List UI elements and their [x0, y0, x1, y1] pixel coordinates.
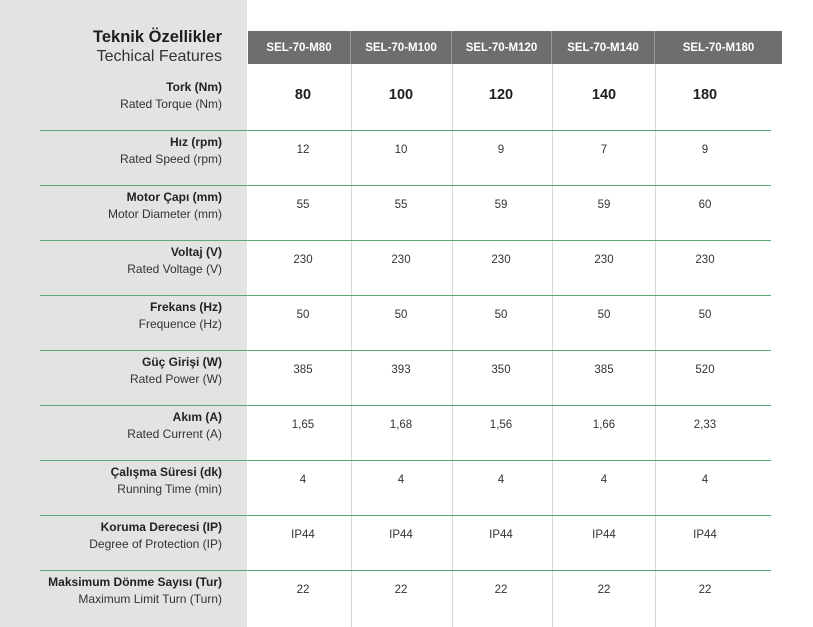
table-cell: 230: [491, 253, 511, 266]
row-divider: [40, 240, 771, 241]
row-label-turkish: Tork (Nm): [166, 79, 222, 94]
table-cell: 22: [698, 583, 712, 596]
row-label-turkish: Voltaj (V): [170, 244, 222, 259]
table-cell: 59: [494, 198, 508, 211]
table-cell: IP44: [389, 528, 413, 541]
title-english: Techical Features: [96, 48, 222, 65]
row-label-english: Running Time (min): [117, 481, 222, 496]
table-cell: 140: [591, 86, 617, 103]
row-label-turkish: Koruma Derecesi (IP): [100, 519, 222, 534]
table-cell: 1,66: [592, 418, 616, 431]
row-divider: [40, 130, 771, 131]
table-cell: 100: [388, 86, 414, 103]
row-label-english: Maximum Limit Turn (Turn): [78, 591, 222, 606]
table-cell: IP44: [489, 528, 513, 541]
table-cell: 1,56: [489, 418, 513, 431]
table-cell: 350: [491, 363, 511, 376]
table-cell: 1,65: [291, 418, 315, 431]
model-header: SEL-70-M120: [452, 31, 552, 64]
column-divider: [552, 64, 553, 627]
table-cell: 230: [695, 253, 715, 266]
row-label-turkish: Frekans (Hz): [149, 299, 222, 314]
model-header: SEL-70-M100: [351, 31, 452, 64]
table-cell: IP44: [693, 528, 717, 541]
model-header: SEL-70-M80: [248, 31, 351, 64]
row-label-turkish: Maksimum Dönme Sayısı (Tur): [48, 574, 222, 589]
row-label: [0, 244, 222, 278]
spec-title: [0, 28, 222, 66]
row-label-english: Rated Voltage (V): [127, 261, 222, 276]
table-cell: 50: [698, 308, 712, 321]
column-divider: [351, 64, 352, 627]
table-cell: 59: [597, 198, 611, 211]
row-divider: [40, 515, 771, 516]
model-header-bar: [248, 31, 782, 64]
row-label: [0, 409, 222, 443]
row-label-english: Degree of Protection (IP): [89, 536, 222, 551]
table-cell: IP44: [291, 528, 315, 541]
table-cell: 50: [296, 308, 310, 321]
table-cell: 120: [488, 86, 514, 103]
table-cell: 520: [695, 363, 715, 376]
table-cell: 4: [600, 473, 608, 486]
row-label-english: Frequence (Hz): [138, 316, 222, 331]
row-divider: [40, 295, 771, 296]
table-cell: 180: [692, 86, 718, 103]
model-header: SEL-70-M180: [682, 41, 755, 54]
row-label-turkish: Çalışma Süresi (dk): [110, 464, 222, 479]
table-cell: 22: [296, 583, 310, 596]
row-label: [0, 519, 222, 553]
table-cell: 4: [299, 473, 307, 486]
table-cell: 393: [391, 363, 411, 376]
column-divider: [452, 64, 453, 627]
table-cell: 4: [497, 473, 505, 486]
row-label: [0, 299, 222, 333]
row-label: [0, 79, 222, 113]
row-label-turkish: Motor Çapı (mm): [126, 189, 222, 204]
table-cell: 385: [293, 363, 313, 376]
table-cell: IP44: [592, 528, 616, 541]
table-cell: 50: [597, 308, 611, 321]
table-cell: 12: [296, 143, 310, 156]
row-label: [0, 134, 222, 168]
table-cell: 230: [391, 253, 411, 266]
table-cell: 1,68: [389, 418, 413, 431]
table-cell: 9: [701, 143, 709, 156]
row-label-english: Rated Torque (Nm): [120, 96, 222, 111]
table-cell: 60: [698, 198, 712, 211]
row-label-turkish: Güç Girişi (W): [141, 354, 222, 369]
title-turkish: Teknik Özellikler: [92, 28, 222, 46]
table-cell: 55: [394, 198, 408, 211]
table-cell: 9: [497, 143, 505, 156]
row-label: [0, 574, 222, 608]
row-label-english: Rated Power (W): [129, 371, 222, 386]
row-label-english: Motor Diameter (mm): [107, 206, 222, 221]
row-label: [0, 189, 222, 223]
row-label: [0, 354, 222, 388]
table-cell: 50: [394, 308, 408, 321]
table-cell: 55: [296, 198, 310, 211]
row-label-turkish: Akım (A): [172, 409, 222, 424]
table-cell: 7: [600, 143, 608, 156]
table-cell: 385: [594, 363, 614, 376]
table-cell: 80: [294, 86, 312, 103]
table-cell: 22: [494, 583, 508, 596]
table-cell: 22: [597, 583, 611, 596]
row-label-english: Rated Current (A): [127, 426, 222, 441]
table-cell: 2,33: [693, 418, 717, 431]
table-cell: 50: [494, 308, 508, 321]
table-cell: 4: [397, 473, 405, 486]
row-divider: [40, 350, 771, 351]
row-label-turkish: Hız (rpm): [170, 134, 222, 149]
table-cell: 4: [701, 473, 709, 486]
row-divider: [40, 185, 771, 186]
row-label: [0, 464, 222, 498]
row-divider: [40, 570, 771, 571]
table-cell: 10: [394, 143, 408, 156]
table-cell: 22: [394, 583, 408, 596]
table-cell: 230: [594, 253, 614, 266]
table-cell: 230: [293, 253, 313, 266]
row-divider: [40, 460, 771, 461]
column-divider: [655, 64, 656, 627]
model-header: SEL-70-M140: [552, 31, 655, 64]
row-divider: [40, 405, 771, 406]
row-label-english: Rated Speed (rpm): [119, 151, 222, 166]
